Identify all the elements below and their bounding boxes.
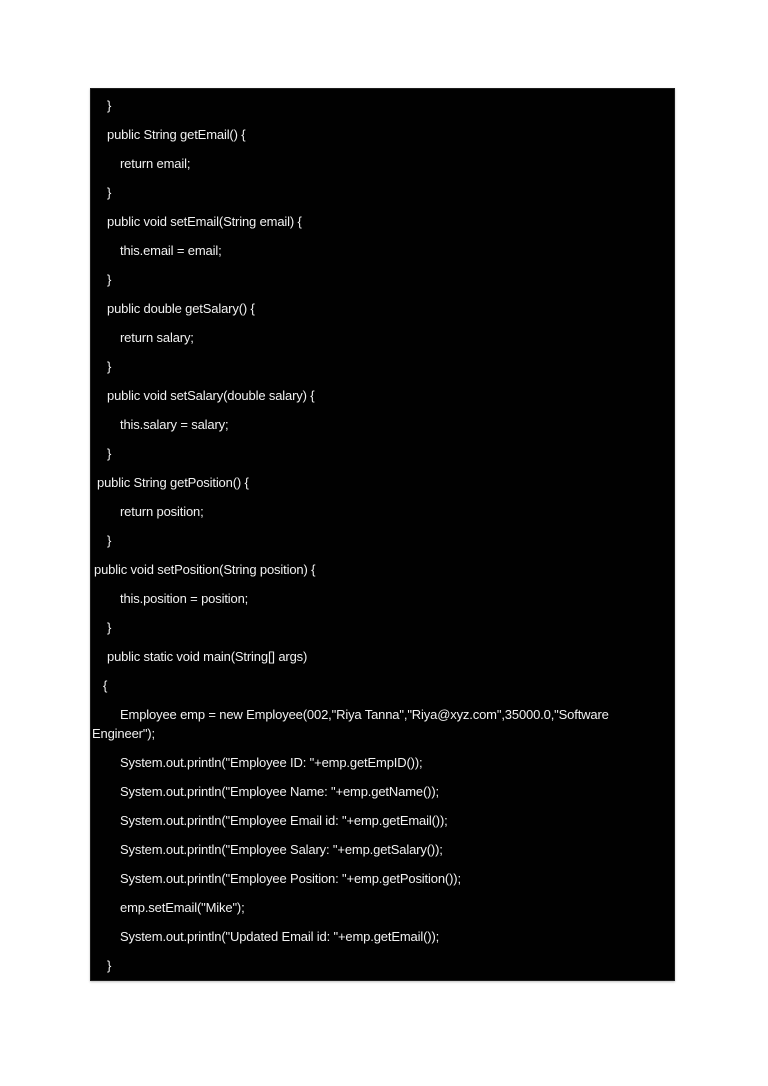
- code-line: }: [107, 359, 112, 374]
- code-line: Engineer");: [92, 726, 155, 741]
- code-line: }: [107, 620, 112, 635]
- code-line: return salary;: [120, 330, 194, 345]
- code-line: System.out.println("Employee Salary: "+emp.getSalary());: [120, 842, 443, 857]
- code-line: public static void main(String[] args): [107, 649, 308, 664]
- code-line: this.salary = salary;: [120, 417, 229, 432]
- code-line: public void setPosition(String position) {: [94, 562, 316, 577]
- code-line: }: [107, 958, 112, 973]
- code-line: }: [107, 185, 112, 200]
- code-line: return email;: [120, 156, 191, 171]
- code-line: this.email = email;: [120, 243, 222, 258]
- code-line: {: [103, 678, 108, 693]
- code-line: System.out.println("Employee Email id: "+emp.getEmail());: [120, 813, 448, 828]
- code-line: public double getSalary() {: [107, 301, 255, 316]
- code-line: }: [107, 533, 112, 548]
- code-line: public void setEmail(String email) {: [107, 214, 302, 229]
- code-line: }: [107, 446, 112, 461]
- code-line: }: [107, 98, 112, 113]
- code-line: Employee emp = new Employee(002,"Riya Tanna","Riya@xyz.com",35000.0,"Software: [120, 707, 609, 722]
- code-line: System.out.println("Employee Name: "+emp.getName());: [120, 784, 439, 799]
- code-block: [90, 88, 675, 981]
- code-line: public void setSalary(double salary) {: [107, 388, 315, 403]
- code-line: }: [107, 272, 112, 287]
- code-line: emp.setEmail("Mike");: [120, 900, 245, 915]
- code-line: public String getEmail() {: [107, 127, 246, 142]
- code-line: public String getPosition() {: [97, 475, 249, 490]
- code-line: System.out.println("Employee ID: "+emp.getEmpID());: [120, 755, 423, 770]
- code-line: return position;: [120, 504, 204, 519]
- code-line: System.out.println("Updated Email id: "+emp.getEmail());: [120, 929, 440, 944]
- code-line: this.position = position;: [120, 591, 249, 606]
- code-line: System.out.println("Employee Position: "+emp.getPosition());: [120, 871, 461, 886]
